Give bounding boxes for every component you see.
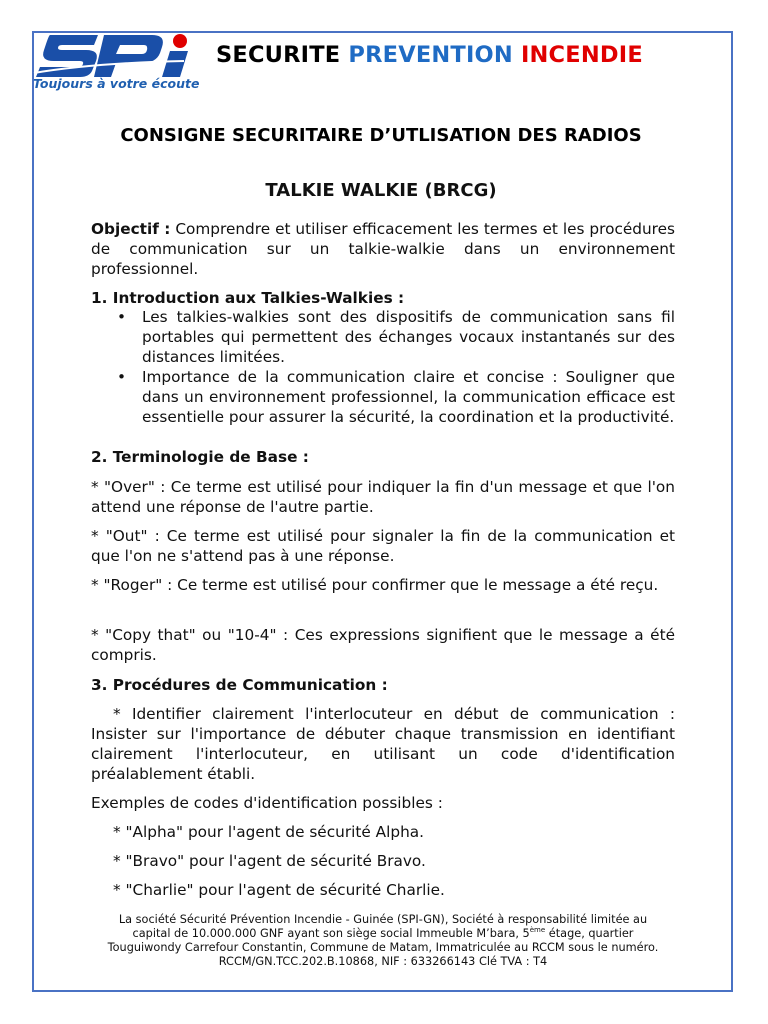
company-word-prevention: PREVENTION [348,42,513,68]
document-subtitle: TALKIE WALKIE (BRCG) [265,180,497,201]
list-item [91,307,675,367]
examples-intro: Exemples de codes d'identification possibles : [91,794,443,812]
section1-bullet-list [91,307,675,427]
example-bravo: * "Bravo" pour l'agent de sécurité Bravo. [113,852,426,870]
company-word-incendie: INCENDIE [520,42,643,68]
document-subtitle-clip [100,180,662,201]
spi-logo [34,33,188,79]
document-title: CONSIGNE SECURITAIRE D’UTLISATION DES RADIOS [120,125,642,146]
section3-heading: 3. Procédures de Communication : [91,676,388,694]
example-charlie: * "Charlie" pour l'agent de sécurité Charlie. [113,881,445,899]
bullet-text: Importance de la communication claire et concise : Souligner que dans un environnement professionnel, la communication efficace est essentielle pour assurer la sécurité, la coordination et la productivité. [142,368,675,426]
legal-footer [91,913,675,969]
section2-heading: 2. Terminologie de Base : [91,448,309,466]
company-tagline: Toujours à votre écoute [33,76,200,91]
objective-paragraph [91,219,675,279]
footer-line: Touguiwondy Carrefour Constantin, Commune de Matam, Immatriculée au RCCM sous le numéro. [107,941,659,954]
objective-text: Comprendre et utiliser efficacement les termes et les procédures de communication sur un talkie-walkie dans un environnement professionnel. [91,220,676,278]
bullet-icon: • [117,308,127,326]
list-item [91,367,675,427]
term-roger: * "Roger" : Ce terme est utilisé pour confirmer que le message a été reçu. [91,576,659,594]
section1-heading: 1. Introduction aux Talkies-Walkies : [91,289,405,307]
bullet-icon: • [117,368,127,386]
term-over: * "Over" : Ce terme est utilisé pour indiquer la fin d'un message et que l'on attend une réponse de l'autre partie. [91,478,675,516]
term-copy-that: * "Copy that" ou "10-4" : Ces expressions signifient que le message a été compris. [91,626,675,664]
company-name [216,42,643,68]
example-alpha: * "Alpha" pour l'agent de sécurité Alpha. [113,823,424,841]
footer-line: La société Sécurité Prévention Incendie - Guinée (SPI-GN), Société à responsabilité limitée au [118,913,648,926]
company-word-securite: SECURITE [216,42,341,68]
bullet-text: Les talkies-walkies sont des dispositifs de communication sans fil portables qui permettent des échanges vocaux instantanés sur des distances limitées. [142,308,675,366]
objective-label: Objectif : [91,220,171,238]
footer-line: RCCM/GN.TCC.202.B.10868, NIF : 633266143 Clé TVA : T4 [218,955,548,968]
section3-paragraph: * Identifier clairement l'interlocuteur en début de communication : Insister sur l'importance de débuter chaque transmission en identifiant clairement l'interlocuteur, en utilisant un code d'identification préalablement établi. [91,705,675,783]
footer-line: capital de 10.000.000 GNF ayant son siège social Immeuble M’bara, 5ème étage, quartier [132,926,634,940]
term-out: * "Out" : Ce terme est utilisé pour signaler la fin de la communication et que l'on ne s'attend pas à une réponse. [91,527,675,565]
